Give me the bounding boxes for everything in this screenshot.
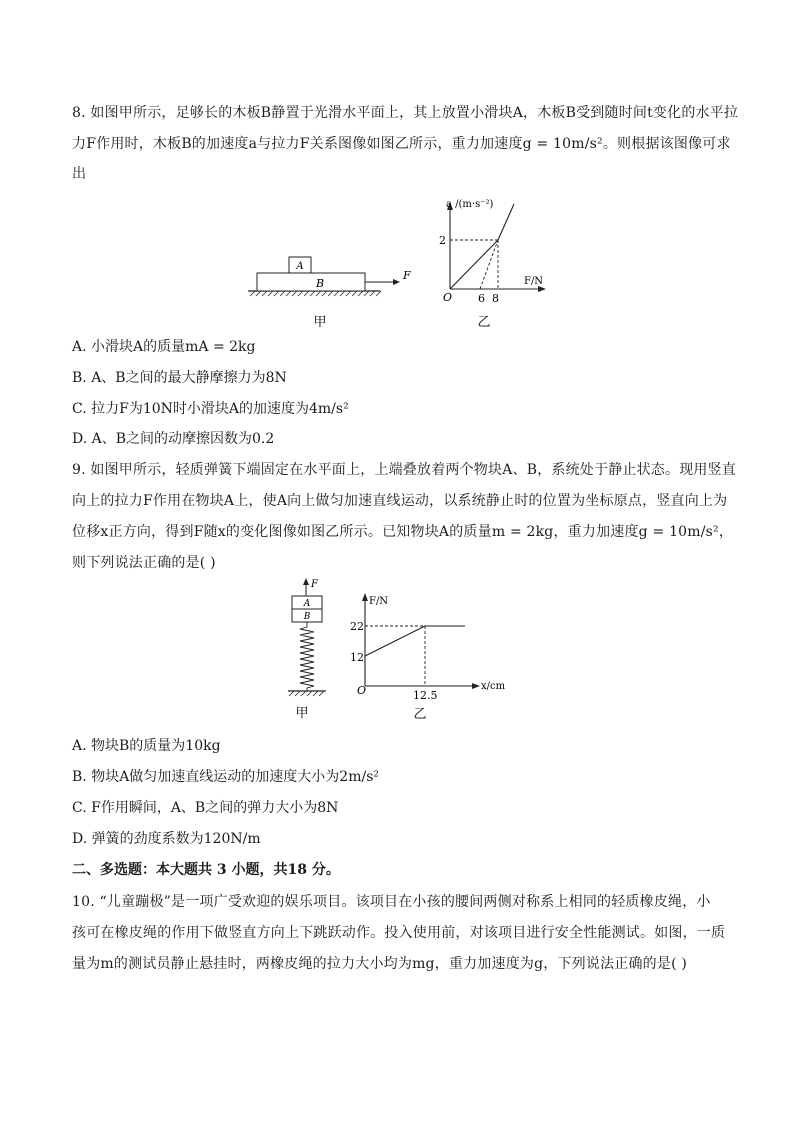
ground-hatch	[289, 691, 324, 696]
q8-option-b: B. A、B之间的最大静摩擦力为8N	[72, 370, 287, 386]
origin-label: O	[357, 684, 367, 697]
x-axis-label: F/N	[524, 276, 544, 287]
graph-segment-2	[498, 204, 514, 240]
section-heading-multiple-choice: 二、多选题：本大题共 3 小题，共18 分。	[72, 862, 340, 878]
q9-figure-yi	[345, 590, 515, 725]
block-b-label: B	[303, 612, 311, 622]
x-tick-12-5: 12.5	[413, 689, 438, 702]
y-axis-label: F/N	[369, 596, 389, 607]
dash-slant	[480, 240, 498, 289]
caption-jia: 甲	[313, 315, 327, 330]
q8-figure-jia	[240, 250, 420, 335]
force-arrow-head	[303, 578, 309, 585]
caption-jia: 甲	[295, 706, 309, 721]
graph-rising-segment	[365, 626, 425, 656]
graph-segment-1	[450, 240, 498, 289]
q8-figure-yi	[430, 192, 560, 332]
q9-text-line-1: 9. 如图甲所示，轻质弹簧下端固定在水平面上，上端叠放着两个物块A、B，系统处于静止状态。现用竖直	[72, 462, 737, 478]
block-a-label: A	[296, 261, 304, 272]
q8-text-line-2: 力F作用时，木板B的加速度a与拉力F关系图像如图乙所示，重力加速度g = 10m/s²。则根据该图像可求	[72, 136, 731, 152]
board-b-label: B	[315, 277, 325, 290]
q10-text-line-2: 孩可在橡皮绳的作用下做竖直方向上下跳跃动作。投入使用前，对该项目进行安全性能测试。如图，一质	[72, 925, 726, 941]
q9-text-line-3: 位移x正方向，得到F随x的变化图像如图乙所示。已知物块A的质量m = 2kg，重力加速度g = 10m/s²，	[72, 524, 734, 540]
q9-text-line-4: 则下列说法正确的是( )	[72, 555, 216, 571]
q10-text-line-1: 10. “儿童蹦极”是一项广受欢迎的娱乐项目。该项目在小孩的腰间两侧对称系上相同的轻质橡皮绳，小	[72, 894, 711, 910]
block-a-label: A	[303, 599, 311, 609]
q8-option-c: C. 拉力F为10N时小滑块A的加速度为4m/s²	[72, 401, 349, 417]
x-tick-8: 8	[492, 292, 499, 305]
q9-figure-jia	[280, 575, 340, 725]
q8-text-line-3: 出	[72, 166, 87, 182]
q9-option-b: B. 物块A做匀加速直线运动的加速度大小为2m/s²	[72, 769, 379, 785]
x-tick-6: 6	[478, 292, 485, 305]
q9-option-d: D. 弹簧的劲度系数为120N/m	[72, 831, 261, 847]
caption-yi: 乙	[477, 315, 491, 330]
x-axis-label: x/cm	[481, 681, 506, 692]
y-tick-12: 12	[350, 651, 364, 664]
y-tick-2: 2	[439, 234, 446, 247]
origin-label: O	[443, 291, 453, 304]
spring	[300, 622, 314, 691]
force-label: F	[403, 269, 411, 282]
ground-hatch	[250, 291, 381, 296]
q8-option-a: A. 小滑块A的质量mA = 2kg	[72, 339, 256, 355]
y-axis-arrow	[362, 593, 368, 601]
y-axis-label: a /(m·s⁻²)	[446, 199, 494, 210]
board-b	[257, 273, 365, 291]
q9-text-line-2: 向上的拉力F作用在物块A上，使A向上做匀加速直线运动，以系统静止时的位置为坐标原点，竖直向上为	[72, 493, 728, 509]
force-arrow-head	[393, 279, 400, 285]
force-label: F	[311, 579, 318, 590]
caption-yi: 乙	[413, 707, 427, 722]
q9-option-c: C. F作用瞬间，A、B之间的弹力大小为8N	[72, 800, 339, 816]
q8-text-line-1: 8. 如图甲所示，足够长的木板B静置于光滑水平面上，其上放置小滑块A，木板B受到随时间t变化的水平拉	[72, 105, 739, 121]
q9-option-a: A. 物块B的质量为10kg	[72, 738, 221, 754]
y-tick-22: 22	[350, 620, 364, 633]
q10-text-line-3: 量为m的测试员静止悬挂时，两橡皮绳的拉力大小均为mg，重力加速度为g，下列说法正确的是( )	[72, 956, 688, 972]
x-axis-arrow	[472, 683, 480, 689]
q8-option-d: D. A、B之间的动摩擦因数为0.2	[72, 431, 275, 447]
